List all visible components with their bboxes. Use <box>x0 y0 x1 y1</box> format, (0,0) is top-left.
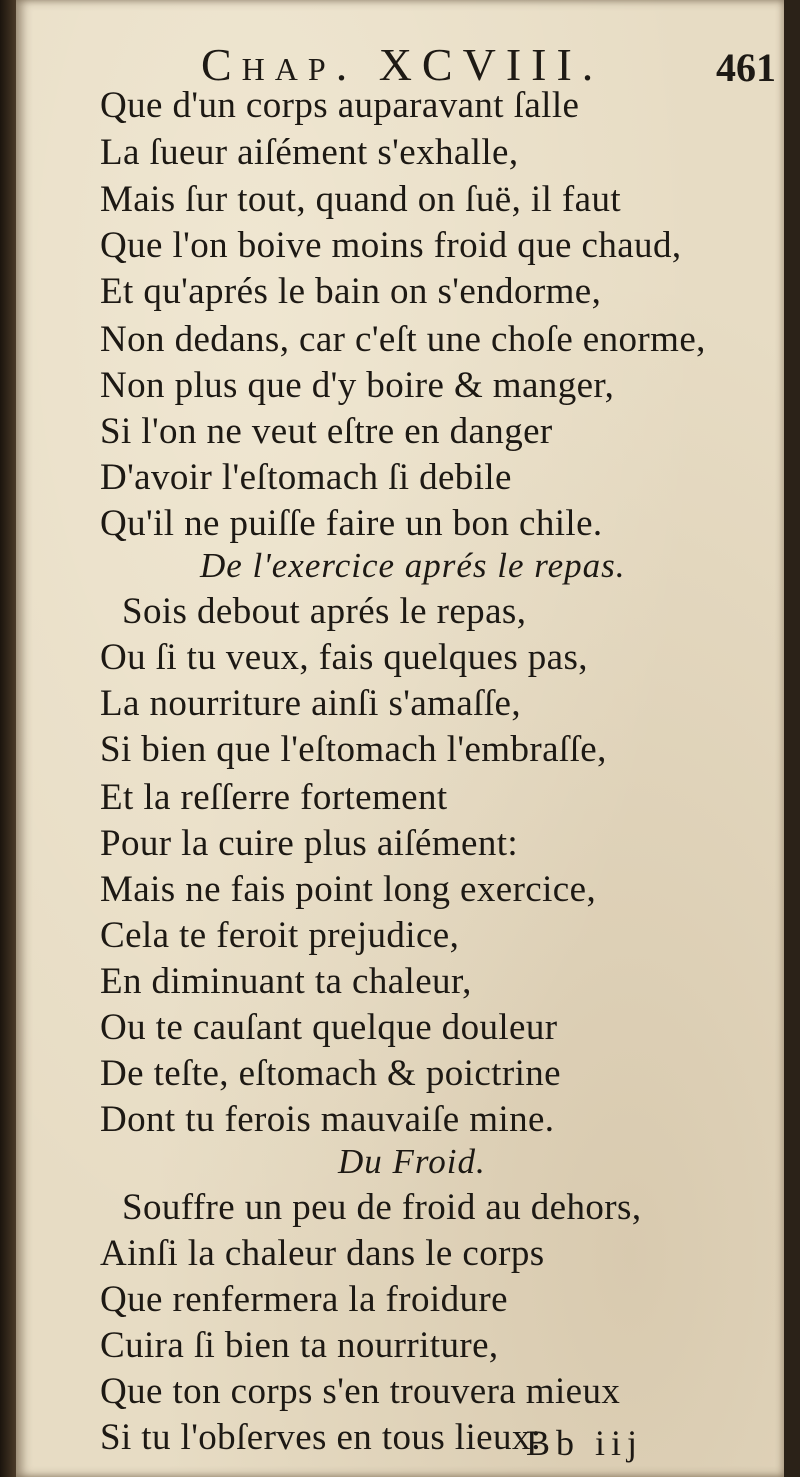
verse-line: Cela te feroit prejudice, <box>100 915 460 956</box>
verse-line: Que renfermera la froidure <box>100 1279 508 1320</box>
verse-line: Ainſi la chaleur dans le corps <box>100 1233 545 1274</box>
verse-line: La nourriture ainſi s'amaſſe, <box>100 683 522 724</box>
verse-line: Qu'il ne puiſſe faire un bon chile. <box>100 503 603 544</box>
verse-line: De teſte, eſtomach & poictrine <box>100 1053 561 1094</box>
running-title: Chap. XCVIII. <box>201 39 604 90</box>
verse-line: Que l'on boive moins froid que chaud, <box>100 225 682 266</box>
verse-line: Que d'un corps auparavant ſalle <box>100 85 580 126</box>
page-number: 461 <box>716 45 776 90</box>
verse-line: Cuira ſi bien ta nourriture, <box>100 1325 499 1366</box>
verse-line: D'avoir l'eſtomach ſi debile <box>100 457 512 498</box>
verse-line: En diminuant ta chaleur, <box>100 961 472 1002</box>
verse-line: Et qu'aprés le bain on s'endorme, <box>100 271 602 312</box>
verse-line: Souffre un peu de froid au dehors, <box>122 1187 642 1228</box>
section-heading-exercise: De l'exercice aprés le repas. <box>200 546 626 585</box>
verse-line: Sois debout aprés le repas, <box>122 591 527 632</box>
verse-line: Non plus que d'y boire & manger, <box>100 365 615 406</box>
verse-line: Ou ſi tu veux, fais quelques pas, <box>100 637 588 678</box>
verse-line: Non dedans, car c'eſt une choſe enorme, <box>100 319 706 360</box>
verse-line: Si bien que l'eſtomach l'embraſſe, <box>100 729 607 770</box>
verse-line: Dont tu ferois mauvaiſe mine. <box>100 1099 555 1140</box>
verse-line: Si tu l'obſerves en tous lieux: <box>100 1417 542 1458</box>
verse-line: Mais ne fais point long exercice, <box>100 869 597 910</box>
verse-line: Ou te cauſant quelque douleur <box>100 1007 558 1048</box>
verse-line: Pour la cuire plus aiſément: <box>100 823 519 864</box>
verse-line: Et la reſſerre fortement <box>100 777 448 818</box>
signature-mark: Bb iij <box>526 1423 644 1463</box>
book-page <box>16 0 784 1477</box>
verse-line: Si l'on ne veut eſtre en danger <box>100 411 553 452</box>
section-heading-cold: Du Froid. <box>338 1142 486 1181</box>
verse-line: La ſueur aiſément s'exhalle, <box>100 132 519 173</box>
book-spine-shadow <box>0 0 16 1477</box>
verse-line: Mais ſur tout, quand on ſuë, il faut <box>100 179 622 220</box>
verse-line: Que ton corps s'en trouvera mieux <box>100 1371 621 1412</box>
